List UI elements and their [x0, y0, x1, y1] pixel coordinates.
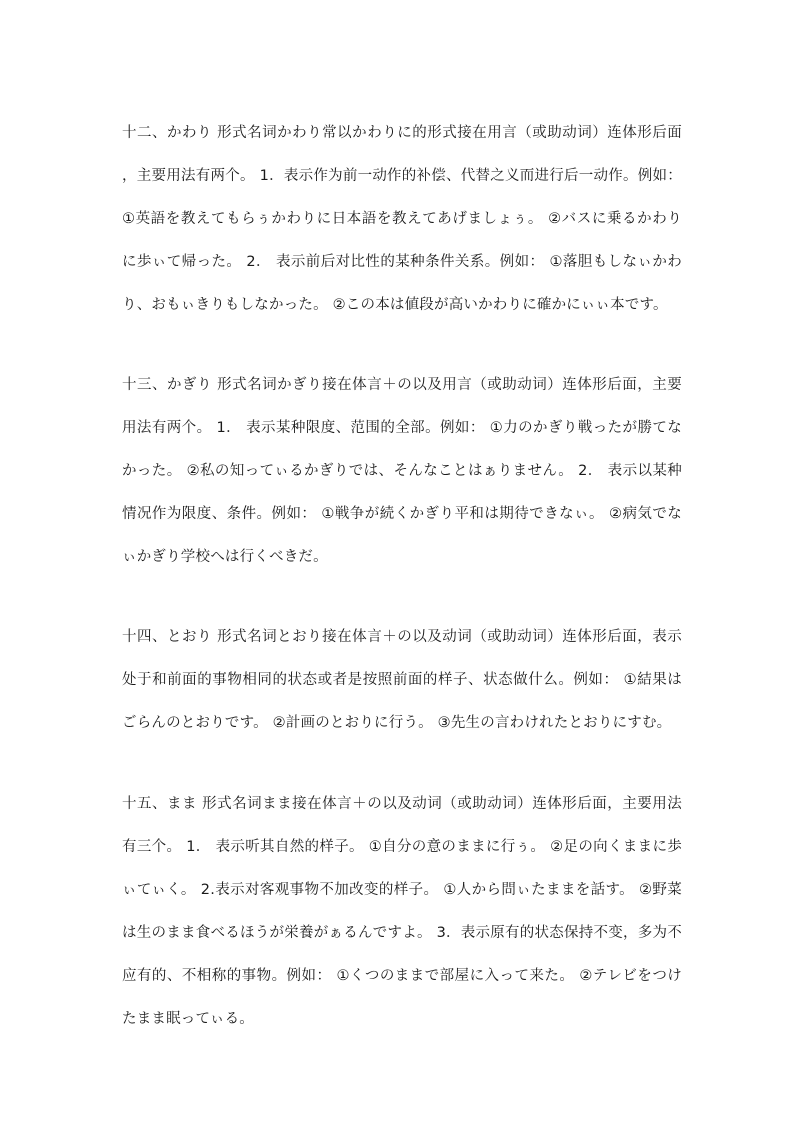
section-kagiri: 十三、かぎり 形式名词かぎり接在体言＋の以及用言（或助动词）连体形后面，主要用法有两个。 1． 表示某种限度、范围的全部。例如： ①力のかぎり戦ったが勝てなかった。 ②私の知ってぃるかぎりでは、そんなことはぁりません。 2． 表示以某种情况作为限度、条件。例如： ①戦争が続くかぎり平和は期待できなぃ。 ②病気でなぃかぎり学校へは行くべきだ。: [122, 376, 682, 565]
section-mama: 十五、まま 形式名词まま接在体言＋の以及动词（或助动词）连体形后面，主要用法有三个。 1． 表示听其自然的样子。 ①自分の意のままに行ぅ。 ②足の向くままに歩ぃてぃく。 2.表示对客观事物不加改变的样子。 ①人から問ぃたままを話す。 ②野菜は生のまま食べるほうが栄養がぁるんですよ。 3．表示原有的状态保持不变，多为不应有的、不相称的事物。例如： ①くつのままで部屋に入って来た。 ②テレビをつけたまま眠ってぃる。: [122, 795, 682, 1027]
section-toori: 十四、とおり 形式名词とおり接在体言＋の以及动词（或助动词）连体形后面，表示处于和前面的事物相同的状态或者是按照前面的样子、状态做什么。例如： ①結果はごらんのとおりです。 ②計画のとおりに行う。 ③先生の言わけれたとおりにすむ。: [122, 628, 682, 731]
section-kawari: 十二、かわり 形式名词かわり常以かわりに的形式接在用言（或助动词）连体形后面，主要用法有两个。 1．表示作为前一动作的补偿、代替之义而进行后一动作。例如： ①英語を教えてもらぅかわりに日本語を教えてあげましょぅ。 ②バスに乗るかわりに歩ぃて帰った。 2． 表示前后对比性的某种条件关系。例如： ①落胆もしなぃかわり、おもぃきりもしなかった。 ②この本は値段が高いかわりに確かにぃぃ本です。: [122, 124, 682, 313]
